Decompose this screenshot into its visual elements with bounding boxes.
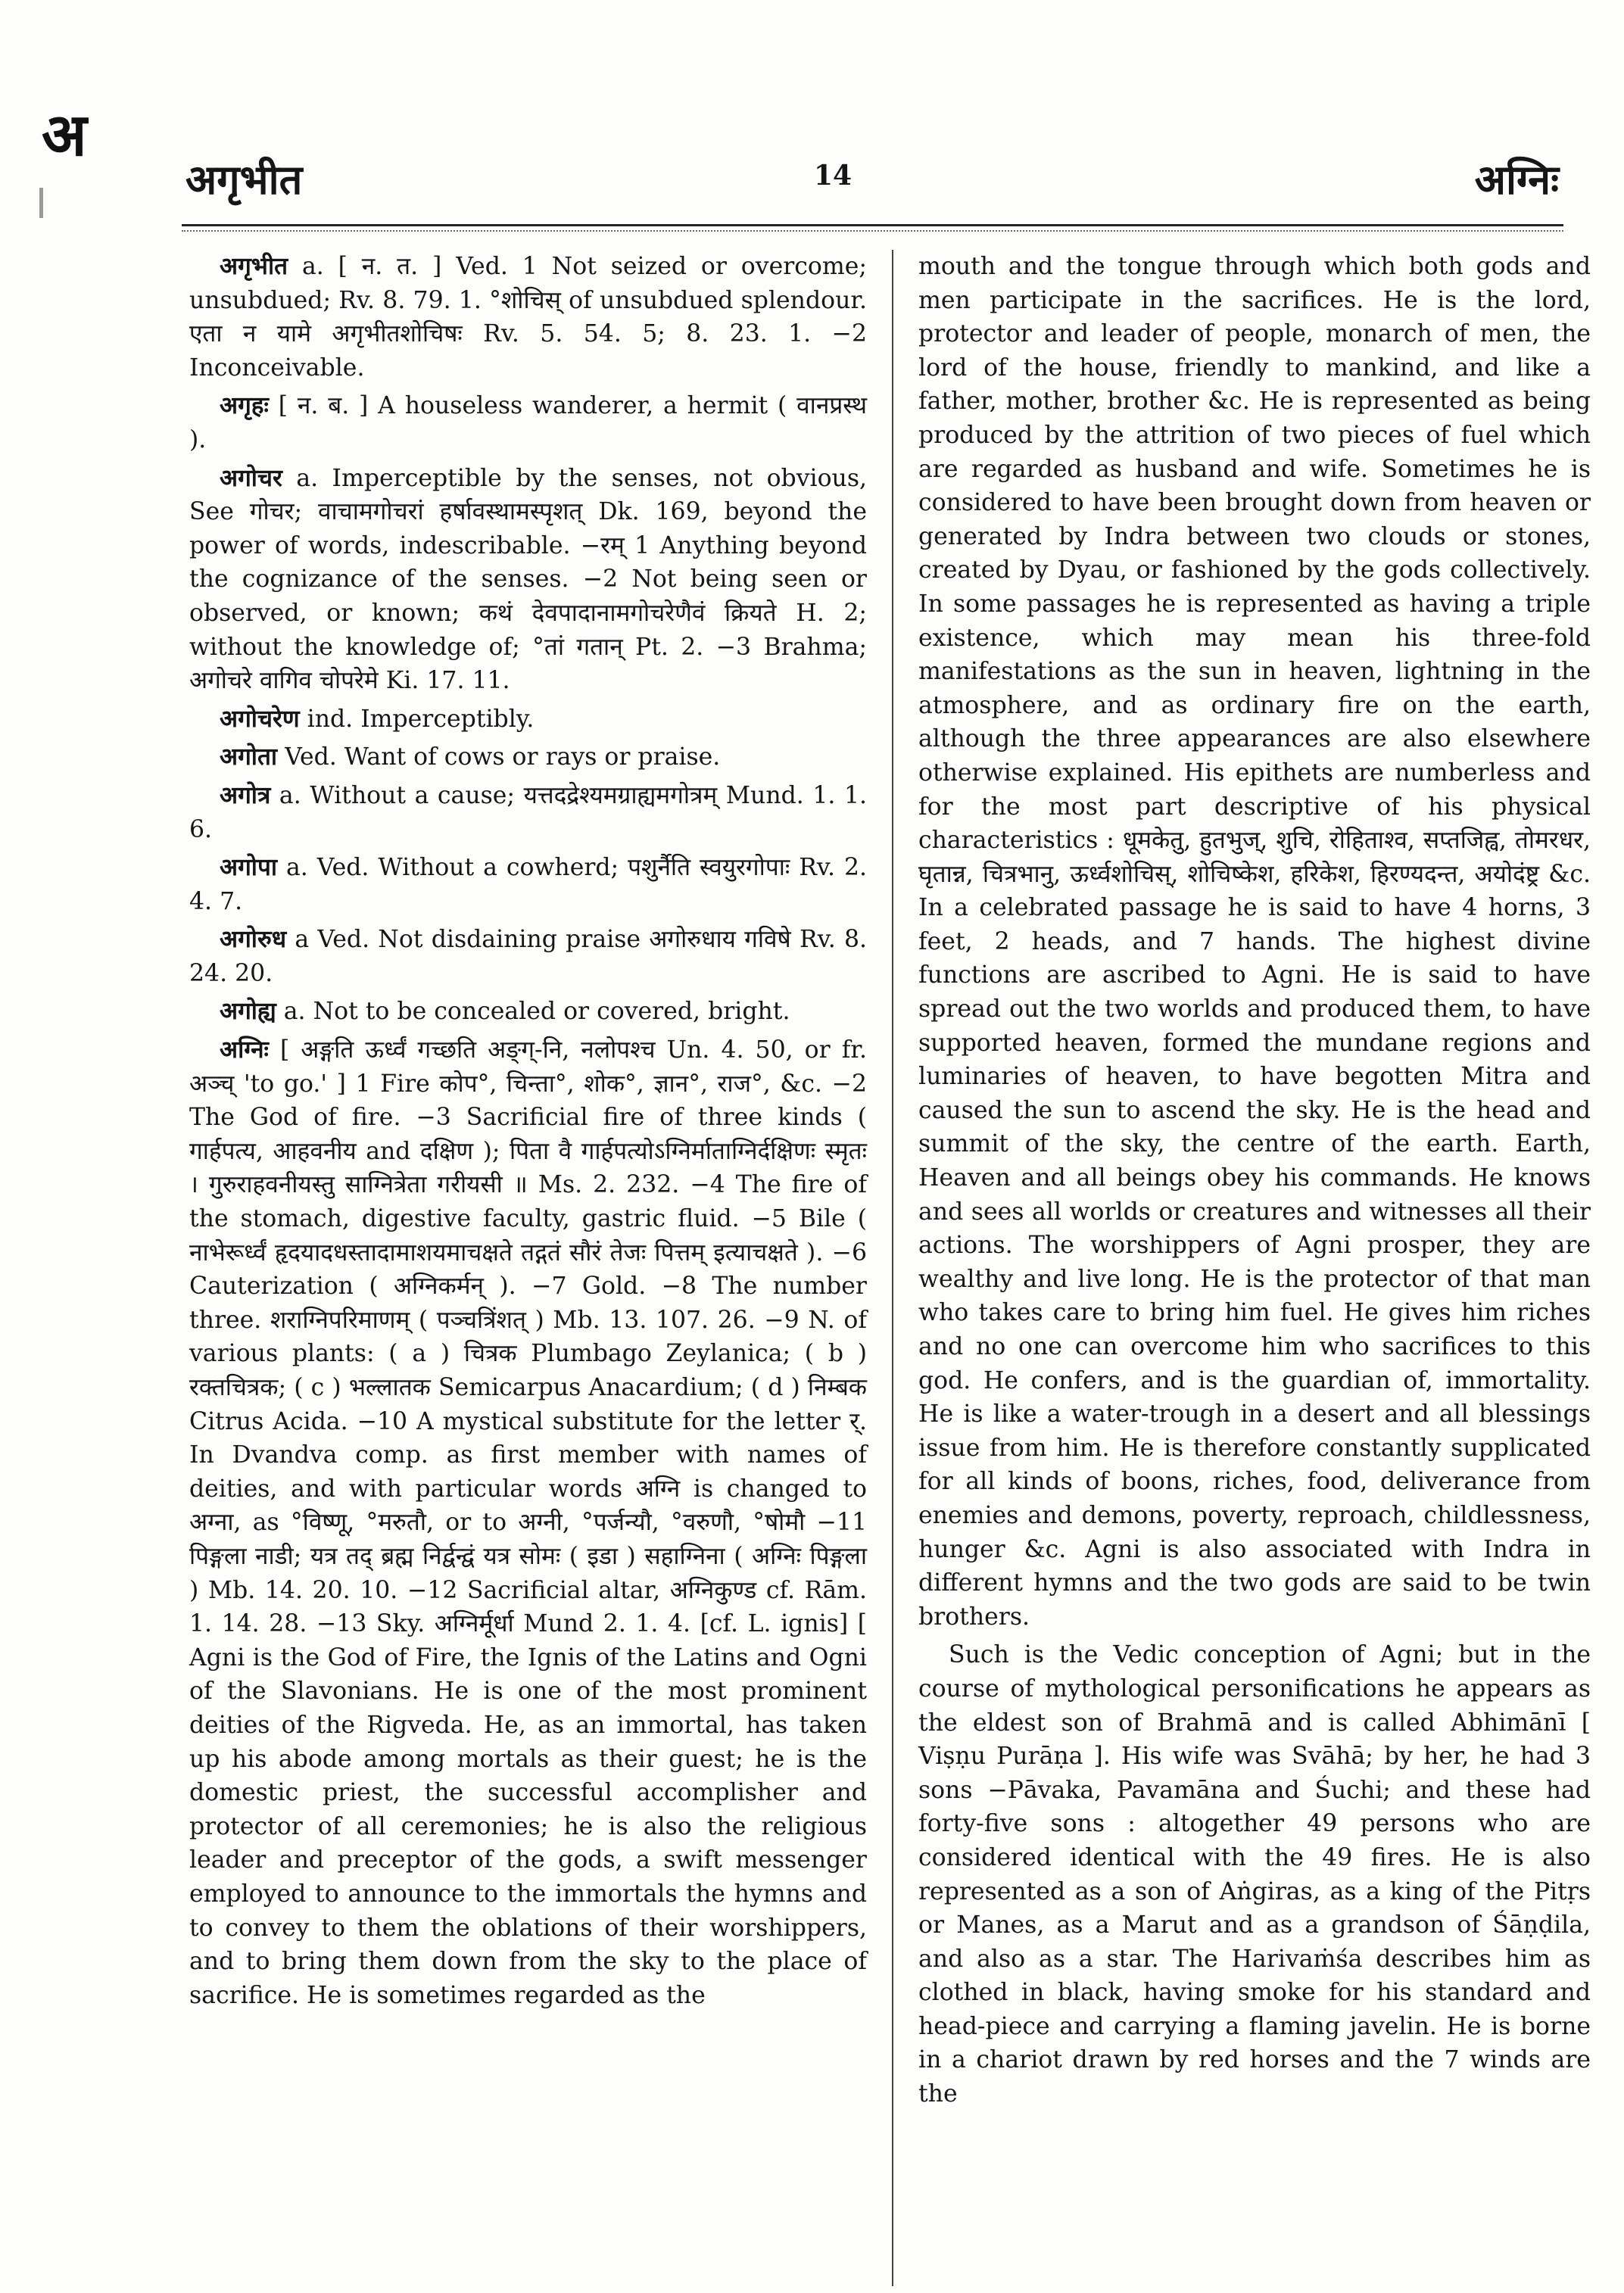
entry-definition: Ved. Want of cows or rays or praise. bbox=[285, 743, 721, 771]
entry-definition: [ अङ्गति ऊर्ध्वं गच्छति अङ्ग्-नि, नलोपश्च Un. 4. 50, or fr. अञ्च् 'to go.' ] 1 Fire कोप°, चिन्ता°, शोक°, ज्ञान°, राज°, &c. −2 The God of fire. −3 Sacrificial fire of three kinds ( गार्हपत्य, आहवनीय and दक्षिण ); पिता वै गार्हपत्योऽग्निर्माताग्निर्दक्षिणः स्मृतः । गुरुराहवनीयस्तु साग्नित्रेता गरीयसी ॥ Ms. 2. 232. −4 The fire of the stomach, digestive faculty, gastric fluid. −5 Bile ( नाभेरूर्ध्वं हृदयादधस्तादामाशयमाचक्षते तद्गतं सौरं तेजः पित्तम् इत्याचक्षते ). −6 Cauterization ( अग्निकर्मन् ). −7 Gold. −8 The number three. शराग्निपरिमाणम् ( पञ्चत्रिंशत् ) Mb. 13. 107. 26. −9 N. of various plants: ( a ) चित्रक Plumbago Zeylanica; ( b ) रक्तचित्रक; ( c ) भल्लातक Semicarpus Anacardium; ( d ) निम्बक Citrus Acida. −10 A mystical substitute for the letter र्. In Dvandva comp. as first member with names of deities, and with particular words अग्नि is changed to अग्ना, as °विष्णू, °मरुतौ, or to अग्नी, °पर्जन्यौ, °वरुणौ, °षोमौ −11 पिङ्गला नाडी; यत्र तद् ब्रह्म निर्द्वन्द्वं यत्र सोमः ( इडा ) सहाग्निना ( अग्निः पिङ्गला ) Mb. 14. 20. 10. −12 Sacrificial altar, अग्निकुण्ड cf. Rām. 1. 14. 28. −13 Sky. अग्निर्मूर्धा Mund 2. 1. 4. [cf. L. ignis] [ Agni is the God of Fire, the Ignis of the Latins and Ogni of the Slavonians. He is one of the most prominent deities of the Rigveda. He, as an immortal, has taken up his abode among mortals as their guest; he is the domestic priest, the successful accomplisher and protector of all ceremonies; he is also the religious leader and preceptor of the gods, a swift messenger employed to announce to the immortals the hymns and to convey to them the oblations of their worshippers, and to bring them down from the sky to the place of sacrifice. He is sometimes regarded as the bbox=[189, 1036, 867, 2009]
entry-headword: अगोरुध bbox=[220, 925, 287, 954]
entry-definition: a. Ved. Without a cowherd; पशुर्नैति स्वयुरगोपाः Rv. 2. 4. 7. bbox=[189, 854, 867, 915]
entry-definition: a. [ न. त. ] Ved. 1 Not seized or overcome; unsubdued; Rv. 8. 79. 1. °शोचिस् of unsubdued splendour. एता न यामे अगृभीतशोचिषः Rv. 5. 54. 5; 8. 23. 1. −2 Inconceivable. bbox=[189, 253, 867, 382]
entry-headword: अगोह्य bbox=[220, 997, 276, 1026]
dictionary-entry bbox=[189, 740, 867, 774]
entry-definition: [ न. ब. ] A houseless wanderer, a hermit ( वानप्रस्थ ). bbox=[189, 392, 867, 453]
dictionary-entry bbox=[189, 779, 867, 846]
header-rule bbox=[182, 224, 1563, 226]
entry-headword: अगोचर bbox=[220, 463, 282, 492]
header-dotted-rule bbox=[182, 230, 1563, 232]
dictionary-entry bbox=[189, 995, 867, 1029]
entry-definition: a. Imperceptible by the senses, not obvious, See गोचर; वाचामगोचरां हर्षावस्थामस्पृशत् Dk. 169, beyond the power of words, indescribable. −रम् 1 Anything beyond the cognizance of the senses. −2 Not being seen or observed, or known; कथं देवपादानामगोचरेणैवं क्रियते H. 2; without the knowledge of; °तां गतान् Pt. 2. −3 Brahma; अगोचरे वागिव चोपरेमे Ki. 17. 11. bbox=[189, 464, 867, 695]
column-divider bbox=[892, 250, 893, 2286]
entry-continuation: mouth and the tongue through which both gods and men participate in the sacrifices. He is the lord, protector and leader of people, monarch of men, the lord of the house, friendly to mankind, and like a father, mother, brother &c. He is represented as being produced by the attrition of two pieces of fuel which are regarded as husband and wife. Sometimes he is considered to have been brought down from heaven or generated by Indra between two clouds or stones, created by Dyau, or fashioned by the gods collectively. In some passages he is represented as having a triple existence, which may mean his three-fold manifestations as the sun in heaven, lightning in the atmosphere, and as ordinary fire on the earth, although the three appearances are also elsewhere otherwise explained. His epithets are numberless and for the most part descriptive of his physical characteristics : धूमकेतु, हुतभुज्, शुचि, रोहिताश्व, सप्तजिह्व, तोमरधर, घृतान्न, चित्रभानु, ऊर्ध्वशोचिस्, शोचिष्केश, हरिकेश, हिरण्यदन्त, अयोदंष्ट्र &c. In a celebrated passage he is said to have 4 horns, 3 feet, 2 heads, and 7 hands. The highest divine functions are ascribed to Agni. He is said to have spread out the two worlds and produced them, to have supported heaven, formed the mundane regions and luminaries of heaven, to have begotten Mitra and caused the sun to ascend the sky. He is the head and summit of the sky, the centre of the earth. Earth, Heaven and all beings obey his commands. He knows and sees all worlds or creatures and witnesses all their actions. The worshippers of Agni prosper, they are wealthy and live long. He is the protector of that man who takes care to bring him fuel. He gives him riches and no one can overcome him who sacrifices to this god. He confers, and is the guardian of, immortality. He is like a water-trough in a desert and all blessings issue from him. He is therefore constantly supplicated for all kinds of boons, riches, food, deliverance from enemies and demons, poverty, reproach, childlessness, hunger &c. Agni is also associated with Indra in different hymns and the two gods are said to be twin brothers. bbox=[918, 253, 1591, 1631]
entry-headword: अग्निः bbox=[220, 1036, 269, 1064]
dictionary-entry bbox=[189, 703, 867, 737]
page-number: 14 bbox=[814, 160, 853, 192]
dictionary-entry bbox=[189, 462, 867, 698]
entry-headword: अगृहः bbox=[220, 391, 269, 420]
dictionary-entry bbox=[189, 250, 867, 385]
entry-definition: ind. Imperceptibly. bbox=[307, 705, 535, 733]
thumb-index-letter: अ bbox=[42, 101, 87, 170]
entry-definition: a. Without a cause; यत्तदद्रेश्यमग्राह्यमगोत्रम् Mund. 1. 1. 6. bbox=[189, 781, 867, 843]
right-column bbox=[918, 250, 1591, 2111]
entry-definition: a Ved. Not disdaining praise अगोरुधाय गविषे Rv. 8. 24. 20. bbox=[189, 926, 868, 987]
thumb-index-mark bbox=[39, 188, 43, 218]
entry-headword: अगोचरेण bbox=[220, 704, 300, 733]
dictionary-entry bbox=[189, 1033, 867, 2012]
entry-headword: अगोता bbox=[220, 743, 278, 771]
dictionary-entry bbox=[189, 389, 867, 456]
dictionary-entry bbox=[189, 923, 867, 990]
right-running-headword: अग्निः bbox=[1474, 155, 1559, 204]
entry-paragraph: Such is the Vedic conception of Agni; but in the course of mythological personifications he appears as the eldest son of Brahmā and is called Abhimānī [ Viṣṇu Purāṇa ]. His wife was Svāhā; by her, he had 3 sons −Pāvaka, Pavamāna and Śuchi; and these had forty-five sons : altogether 49 persons who are considered identical with the 49 fires. He is also represented as a son of Aṅgiras, as a king of the Pitṛs or Manes, as a Marut and as a grandson of Śāṇḍila, and also as a star. The Harivaṁśa describes him as clothed in black, having smoke for his standard and head-piece and carrying a flaming javelin. He is borne in a chariot drawn by red horses and the 7 winds are the bbox=[918, 1641, 1591, 2108]
left-running-headword: अगृभीत bbox=[185, 155, 303, 204]
entry-definition: a. Not to be concealed or covered, bright. bbox=[283, 998, 790, 1026]
entry-headword: अगोपा bbox=[220, 853, 278, 882]
entry-headword: अगृभीत bbox=[220, 252, 288, 280]
left-column bbox=[189, 250, 867, 2017]
dictionary-entry bbox=[189, 851, 867, 918]
entry-headword: अगोत्र bbox=[220, 780, 271, 809]
